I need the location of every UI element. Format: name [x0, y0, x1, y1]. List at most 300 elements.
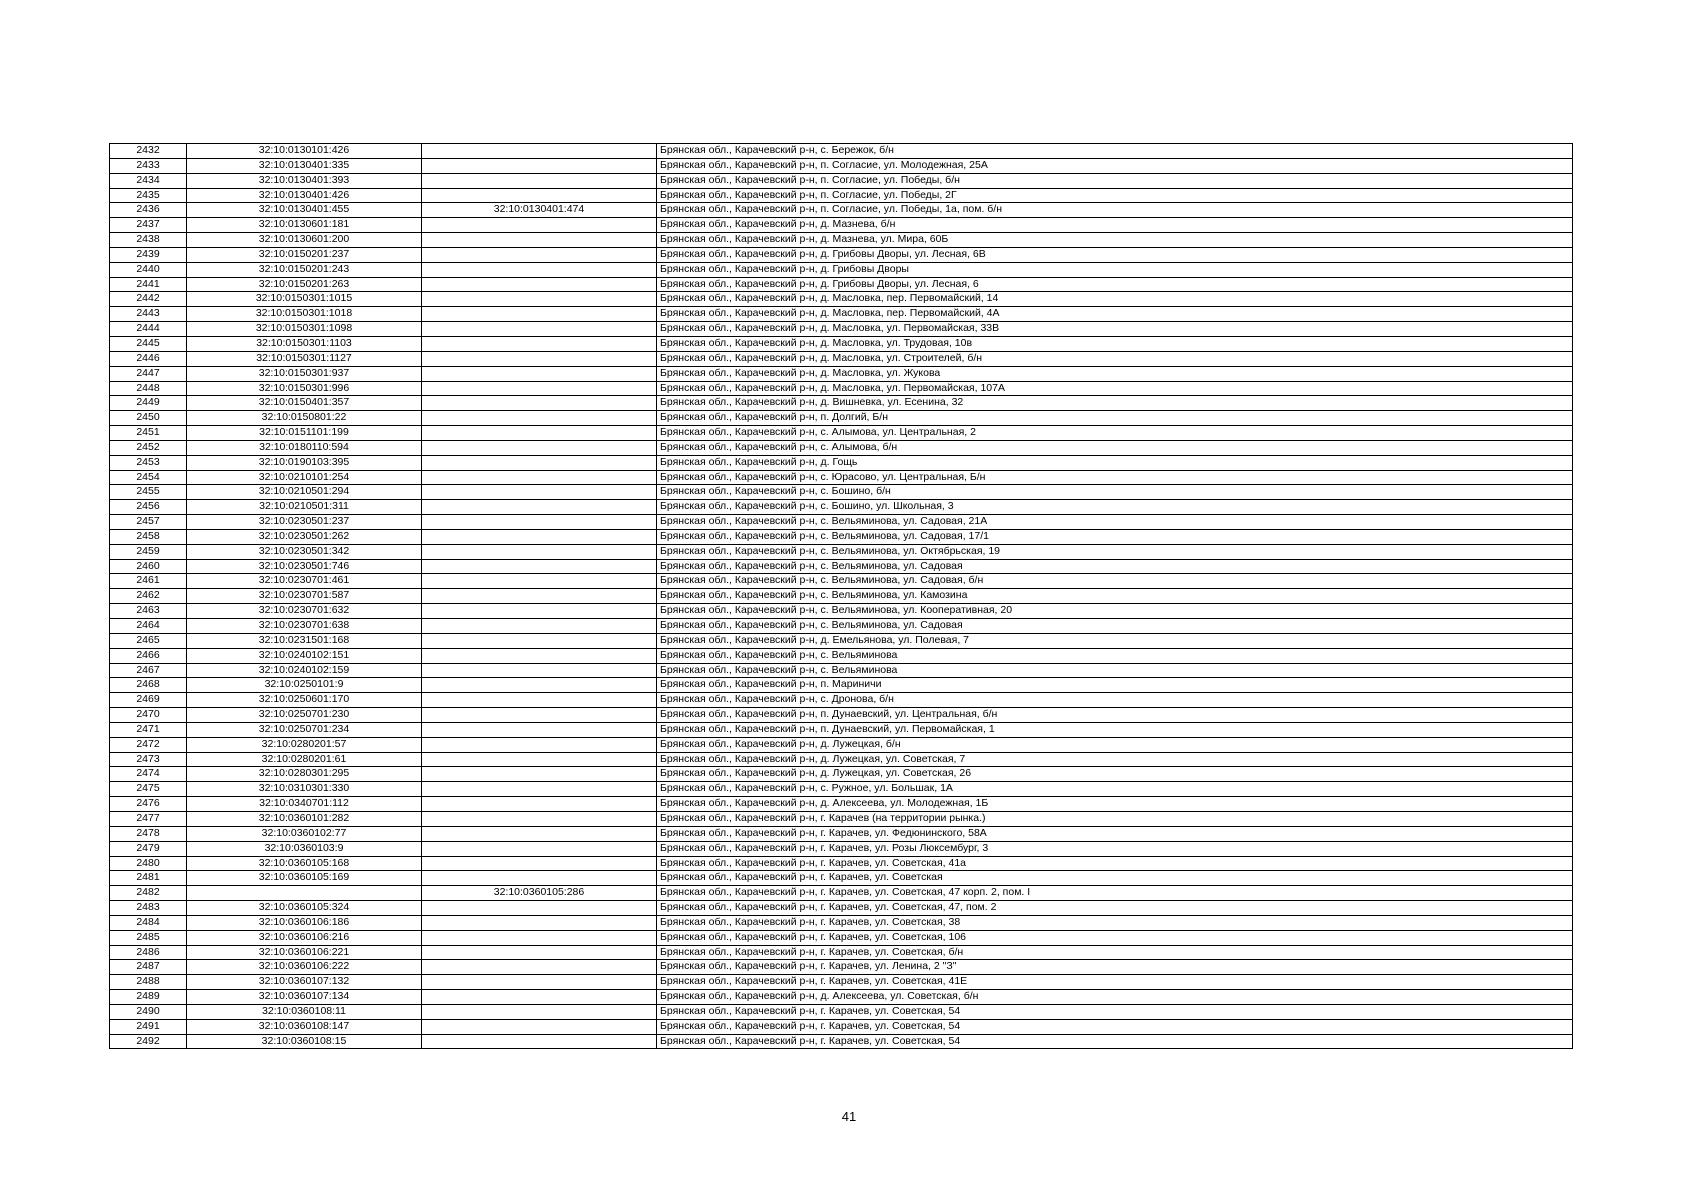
row-number-cell: 2466	[110, 648, 187, 663]
row-number-cell: 2449	[110, 396, 187, 411]
address-cell: Брянская обл., Карачевский р-н, с. Юрасово, ул. Центральная, Б/н	[657, 470, 1573, 485]
cadastral-number-cell: 32:10:0230701:632	[187, 604, 422, 619]
address-cell: Брянская обл., Карачевский р-н, п. Согласие, ул. Победы, б/н	[657, 173, 1573, 188]
cadastral-number-cell: 32:10:0360108:15	[187, 1034, 422, 1049]
address-cell: Брянская обл., Карачевский р-н, п. Долгий, Б/н	[657, 411, 1573, 426]
row-number-cell: 2447	[110, 366, 187, 381]
table-row	[110, 470, 1573, 485]
cadastral-number-cell: 32:10:0360108:147	[187, 1019, 422, 1034]
address-cell: Брянская обл., Карачевский р-н, г. Карачев, ул. Советская, 54	[657, 1034, 1573, 1049]
related-cadastral-number-cell	[422, 233, 657, 248]
related-cadastral-number-cell	[422, 856, 657, 871]
cadastral-number-cell: 32:10:0130601:181	[187, 218, 422, 233]
cadastral-number-cell: 32:10:0360108:11	[187, 1004, 422, 1019]
cadastral-number-cell: 32:10:0130401:426	[187, 188, 422, 203]
related-cadastral-number-cell	[422, 336, 657, 351]
cadastral-number-cell: 32:10:0360106:221	[187, 945, 422, 960]
row-number-cell: 2483	[110, 901, 187, 916]
address-cell: Брянская обл., Карачевский р-н, с. Вельяминова, ул. Камозина	[657, 589, 1573, 604]
row-number-cell: 2481	[110, 871, 187, 886]
cadastral-number-cell: 32:10:0130601:200	[187, 233, 422, 248]
row-number-cell: 2461	[110, 574, 187, 589]
cadastral-number-cell: 32:10:0230501:746	[187, 559, 422, 574]
address-cell: Брянская обл., Карачевский р-н, д. Вишневка, ул. Есенина, 32	[657, 396, 1573, 411]
row-number-cell: 2475	[110, 782, 187, 797]
related-cadastral-number-cell	[422, 975, 657, 990]
related-cadastral-number-cell	[422, 381, 657, 396]
row-number-cell: 2482	[110, 886, 187, 901]
address-cell: Брянская обл., Карачевский р-н, г. Карачев, ул. Советская, 41Е	[657, 975, 1573, 990]
table-row	[110, 574, 1573, 589]
related-cadastral-number-cell	[422, 722, 657, 737]
row-number-cell: 2478	[110, 826, 187, 841]
address-cell: Брянская обл., Карачевский р-н, д. Лужецкая, ул. Советская, 7	[657, 752, 1573, 767]
address-cell: Брянская обл., Карачевский р-н, д. Алексеева, ул. Молодежная, 1Б	[657, 797, 1573, 812]
table-row	[110, 589, 1573, 604]
related-cadastral-number-cell	[422, 901, 657, 916]
address-cell: Брянская обл., Карачевский р-н, д. Грибовы Дворы, ул. Лесная, 6В	[657, 247, 1573, 262]
address-cell: Брянская обл., Карачевский р-н, г. Карачев, ул. Советская, 41а	[657, 856, 1573, 871]
row-number-cell: 2445	[110, 336, 187, 351]
row-number-cell: 2458	[110, 529, 187, 544]
cadastral-number-cell: 32:10:0130101:426	[187, 144, 422, 159]
cadastral-number-cell: 32:10:0151101:199	[187, 426, 422, 441]
related-cadastral-number-cell	[422, 277, 657, 292]
address-cell: Брянская обл., Карачевский р-н, с. Вельяминова, ул. Кооперативная, 20	[657, 604, 1573, 619]
cadastral-number-cell: 32:10:0230501:237	[187, 515, 422, 530]
cadastral-number-cell: 32:10:0190103:395	[187, 455, 422, 470]
cadastral-number-cell: 32:10:0150301:1127	[187, 351, 422, 366]
address-cell: Брянская обл., Карачевский р-н, г. Карачев, ул. Розы Люксембург, 3	[657, 841, 1573, 856]
cadastral-number-cell: 32:10:0150301:937	[187, 366, 422, 381]
address-cell: Брянская обл., Карачевский р-н, с. Вельяминова	[657, 648, 1573, 663]
table-row	[110, 411, 1573, 426]
row-number-cell: 2479	[110, 841, 187, 856]
related-cadastral-number-cell	[422, 826, 657, 841]
row-number-cell: 2491	[110, 1019, 187, 1034]
address-cell: Брянская обл., Карачевский р-н, п. Согласие, ул. Молодежная, 25А	[657, 158, 1573, 173]
cadastral-number-cell: 32:10:0210501:311	[187, 500, 422, 515]
related-cadastral-number-cell	[422, 544, 657, 559]
related-cadastral-number-cell	[422, 782, 657, 797]
cadastral-number-cell: 32:10:0150301:1018	[187, 307, 422, 322]
row-number-cell: 2438	[110, 233, 187, 248]
table-row	[110, 559, 1573, 574]
row-number-cell: 2453	[110, 455, 187, 470]
address-cell: Брянская обл., Карачевский р-н, г. Карачев, ул. Советская, 54	[657, 1019, 1573, 1034]
related-cadastral-number-cell	[422, 470, 657, 485]
cadastral-number-cell: 32:10:0280201:57	[187, 737, 422, 752]
row-number-cell: 2437	[110, 218, 187, 233]
related-cadastral-number-cell	[422, 797, 657, 812]
cadastral-number-cell: 32:10:0150301:1098	[187, 322, 422, 337]
address-cell: Брянская обл., Карачевский р-н, с. Дронова, б/н	[657, 693, 1573, 708]
related-cadastral-number-cell	[422, 737, 657, 752]
table-row	[110, 708, 1573, 723]
table-row	[110, 856, 1573, 871]
address-cell: Брянская обл., Карачевский р-н, г. Карачев, ул. Советская, 54	[657, 1004, 1573, 1019]
address-cell: Брянская обл., Карачевский р-н, с. Алымова, б/н	[657, 440, 1573, 455]
row-number-cell: 2460	[110, 559, 187, 574]
address-cell: Брянская обл., Карачевский р-н, д. Лужецкая, б/н	[657, 737, 1573, 752]
table-row	[110, 901, 1573, 916]
cadastral-number-cell: 32:10:0360105:324	[187, 901, 422, 916]
row-number-cell: 2446	[110, 351, 187, 366]
address-cell: Брянская обл., Карачевский р-н, г. Карачев (на территории рынка.)	[657, 811, 1573, 826]
table-row	[110, 915, 1573, 930]
related-cadastral-number-cell	[422, 351, 657, 366]
table-row	[110, 975, 1573, 990]
cadastral-number-cell: 32:10:0280201:61	[187, 752, 422, 767]
cadastral-number-cell: 32:10:0230701:461	[187, 574, 422, 589]
table-row	[110, 604, 1573, 619]
address-cell: Брянская обл., Карачевский р-н, п. Мариничи	[657, 678, 1573, 693]
table-row	[110, 782, 1573, 797]
related-cadastral-number-cell	[422, 708, 657, 723]
related-cadastral-number-cell	[422, 307, 657, 322]
table-row	[110, 619, 1573, 634]
row-number-cell: 2450	[110, 411, 187, 426]
row-number-cell: 2488	[110, 975, 187, 990]
related-cadastral-number-cell: 32:10:0130401:474	[422, 203, 657, 218]
table-row	[110, 945, 1573, 960]
address-cell: Брянская обл., Карачевский р-н, с. Бошино, ул. Школьная, 3	[657, 500, 1573, 515]
cadastral-number-cell: 32:10:0150201:237	[187, 247, 422, 262]
table-row	[110, 188, 1573, 203]
related-cadastral-number-cell	[422, 144, 657, 159]
related-cadastral-number-cell	[422, 871, 657, 886]
table-row	[110, 693, 1573, 708]
cadastral-number-cell: 32:10:0340701:112	[187, 797, 422, 812]
row-number-cell: 2471	[110, 722, 187, 737]
related-cadastral-number-cell	[422, 841, 657, 856]
cadastral-number-cell: 32:10:0230701:638	[187, 619, 422, 634]
related-cadastral-number-cell	[422, 574, 657, 589]
row-number-cell: 2442	[110, 292, 187, 307]
cadastral-number-cell: 32:10:0231501:168	[187, 633, 422, 648]
table-row	[110, 158, 1573, 173]
table-row	[110, 262, 1573, 277]
row-number-cell: 2484	[110, 915, 187, 930]
table-row	[110, 440, 1573, 455]
row-number-cell: 2470	[110, 708, 187, 723]
cadastral-number-cell: 32:10:0360107:134	[187, 990, 422, 1005]
related-cadastral-number-cell	[422, 811, 657, 826]
cadastral-number-cell: 32:10:0360106:216	[187, 930, 422, 945]
row-number-cell: 2440	[110, 262, 187, 277]
table-row	[110, 648, 1573, 663]
row-number-cell: 2490	[110, 1004, 187, 1019]
address-cell: Брянская обл., Карачевский р-н, г. Карачев, ул. Федюнинского, 58А	[657, 826, 1573, 841]
row-number-cell: 2434	[110, 173, 187, 188]
table-row	[110, 678, 1573, 693]
table-row	[110, 500, 1573, 515]
row-number-cell: 2477	[110, 811, 187, 826]
address-cell: Брянская обл., Карачевский р-н, с. Вельяминова, ул. Октябрьская, 19	[657, 544, 1573, 559]
address-cell: Брянская обл., Карачевский р-н, п. Дунаевский, ул. Центральная, б/н	[657, 708, 1573, 723]
table-row	[110, 396, 1573, 411]
address-cell: Брянская обл., Карачевский р-н, с. Бережок, б/н	[657, 144, 1573, 159]
row-number-cell: 2487	[110, 960, 187, 975]
related-cadastral-number-cell	[422, 247, 657, 262]
related-cadastral-number-cell	[422, 767, 657, 782]
related-cadastral-number-cell	[422, 619, 657, 634]
related-cadastral-number-cell	[422, 485, 657, 500]
cadastral-number-cell: 32:10:0360106:186	[187, 915, 422, 930]
address-cell: Брянская обл., Карачевский р-н, г. Карачев, ул. Советская	[657, 871, 1573, 886]
related-cadastral-number-cell	[422, 589, 657, 604]
table-row	[110, 144, 1573, 159]
row-number-cell: 2457	[110, 515, 187, 530]
table-row	[110, 218, 1573, 233]
cadastral-number-cell: 32:10:0230501:262	[187, 529, 422, 544]
related-cadastral-number-cell	[422, 1004, 657, 1019]
address-cell: Брянская обл., Карачевский р-н, д. Гощь	[657, 455, 1573, 470]
related-cadastral-number-cell	[422, 604, 657, 619]
related-cadastral-number-cell	[422, 426, 657, 441]
related-cadastral-number-cell	[422, 945, 657, 960]
row-number-cell: 2467	[110, 663, 187, 678]
table-row	[110, 663, 1573, 678]
cadastral-number-cell: 32:10:0150301:996	[187, 381, 422, 396]
row-number-cell: 2444	[110, 322, 187, 337]
cadastral-number-cell: 32:10:0210501:294	[187, 485, 422, 500]
table-row	[110, 426, 1573, 441]
cadastral-number-cell: 32:10:0130401:455	[187, 203, 422, 218]
address-cell: Брянская обл., Карачевский р-н, г. Карачев, ул. Советская, 47 корп. 2, пом. I	[657, 886, 1573, 901]
table-row	[110, 990, 1573, 1005]
table-row	[110, 455, 1573, 470]
cadastral-number-cell	[187, 886, 422, 901]
address-cell: Брянская обл., Карачевский р-н, д. Масловка, ул. Первомайская, 33В	[657, 322, 1573, 337]
table-row	[110, 930, 1573, 945]
cadastral-number-cell: 32:10:0250601:170	[187, 693, 422, 708]
cadastral-number-cell: 32:10:0210101:254	[187, 470, 422, 485]
cadastral-number-cell: 32:10:0250701:230	[187, 708, 422, 723]
address-cell: Брянская обл., Карачевский р-н, д. Лужецкая, ул. Советская, 26	[657, 767, 1573, 782]
address-cell: Брянская обл., Карачевский р-н, п. Согласие, ул. Победы, 1а, пом. б/н	[657, 203, 1573, 218]
related-cadastral-number-cell	[422, 262, 657, 277]
row-number-cell: 2459	[110, 544, 187, 559]
cadastral-number-cell: 32:10:0150401:357	[187, 396, 422, 411]
table-row	[110, 381, 1573, 396]
address-cell: Брянская обл., Карачевский р-н, г. Карачев, ул. Советская, 47, пом. 2	[657, 901, 1573, 916]
address-cell: Брянская обл., Карачевский р-н, д. Грибовы Дворы	[657, 262, 1573, 277]
table-row	[110, 307, 1573, 322]
row-number-cell: 2465	[110, 633, 187, 648]
cadastral-number-cell: 32:10:0360102:77	[187, 826, 422, 841]
related-cadastral-number-cell	[422, 158, 657, 173]
address-cell: Брянская обл., Карачевский р-н, с. Вельяминова, ул. Садовая	[657, 559, 1573, 574]
address-cell: Брянская обл., Карачевский р-н, д. Масловка, ул. Жукова	[657, 366, 1573, 381]
table-row	[110, 871, 1573, 886]
table-row	[110, 841, 1573, 856]
row-number-cell: 2451	[110, 426, 187, 441]
address-cell: Брянская обл., Карачевский р-н, д. Грибовы Дворы, ул. Лесная, 6	[657, 277, 1573, 292]
cadastral-number-cell: 32:10:0360103:9	[187, 841, 422, 856]
row-number-cell: 2463	[110, 604, 187, 619]
table-row	[110, 752, 1573, 767]
table-row	[110, 515, 1573, 530]
table-row	[110, 797, 1573, 812]
address-cell: Брянская обл., Карачевский р-н, п. Согласие, ул. Победы, 2Г	[657, 188, 1573, 203]
row-number-cell: 2468	[110, 678, 187, 693]
cadastral-number-cell: 32:10:0130401:335	[187, 158, 422, 173]
row-number-cell: 2486	[110, 945, 187, 960]
table-row	[110, 1019, 1573, 1034]
row-number-cell: 2454	[110, 470, 187, 485]
cadastral-number-cell: 32:10:0180110:594	[187, 440, 422, 455]
table-row	[110, 351, 1573, 366]
cadastral-number-cell: 32:10:0360105:169	[187, 871, 422, 886]
related-cadastral-number-cell	[422, 633, 657, 648]
related-cadastral-number-cell	[422, 678, 657, 693]
row-number-cell: 2441	[110, 277, 187, 292]
related-cadastral-number-cell	[422, 173, 657, 188]
address-cell: Брянская обл., Карачевский р-н, д. Алексеева, ул. Советская, б/н	[657, 990, 1573, 1005]
row-number-cell: 2432	[110, 144, 187, 159]
table-row	[110, 366, 1573, 381]
related-cadastral-number-cell	[422, 960, 657, 975]
related-cadastral-number-cell	[422, 396, 657, 411]
property-table	[109, 143, 1573, 1049]
cadastral-number-cell: 32:10:0130401:393	[187, 173, 422, 188]
row-number-cell: 2452	[110, 440, 187, 455]
row-number-cell: 2472	[110, 737, 187, 752]
row-number-cell: 2443	[110, 307, 187, 322]
related-cadastral-number-cell	[422, 1019, 657, 1034]
table-row	[110, 173, 1573, 188]
address-cell: Брянская обл., Карачевский р-н, п. Дунаевский, ул. Первомайская, 1	[657, 722, 1573, 737]
address-cell: Брянская обл., Карачевский р-н, г. Карачев, ул. Ленина, 2 "З"	[657, 960, 1573, 975]
related-cadastral-number-cell	[422, 292, 657, 307]
address-cell: Брянская обл., Карачевский р-н, с. Вельяминова, ул. Садовая, 17/1	[657, 529, 1573, 544]
table-row	[110, 485, 1573, 500]
related-cadastral-number-cell	[422, 440, 657, 455]
cadastral-number-cell: 32:10:0150301:1015	[187, 292, 422, 307]
cadastral-number-cell: 32:10:0360101:282	[187, 811, 422, 826]
table-row	[110, 1034, 1573, 1049]
row-number-cell: 2480	[110, 856, 187, 871]
address-cell: Брянская обл., Карачевский р-н, г. Карачев, ул. Советская, б/н	[657, 945, 1573, 960]
cadastral-number-cell: 32:10:0250701:234	[187, 722, 422, 737]
related-cadastral-number-cell	[422, 648, 657, 663]
cadastral-number-cell: 32:10:0310301:330	[187, 782, 422, 797]
cadastral-number-cell: 32:10:0240102:159	[187, 663, 422, 678]
related-cadastral-number-cell	[422, 366, 657, 381]
cadastral-number-cell: 32:10:0360105:168	[187, 856, 422, 871]
address-cell: Брянская обл., Карачевский р-н, с. Вельяминова, ул. Садовая, б/н	[657, 574, 1573, 589]
table-row	[110, 203, 1573, 218]
related-cadastral-number-cell	[422, 930, 657, 945]
table-row	[110, 886, 1573, 901]
related-cadastral-number-cell: 32:10:0360105:286	[422, 886, 657, 901]
related-cadastral-number-cell	[422, 559, 657, 574]
row-number-cell: 2476	[110, 797, 187, 812]
row-number-cell: 2435	[110, 188, 187, 203]
cadastral-number-cell: 32:10:0360107:132	[187, 975, 422, 990]
related-cadastral-number-cell	[422, 322, 657, 337]
address-cell: Брянская обл., Карачевский р-н, г. Карачев, ул. Советская, 38	[657, 915, 1573, 930]
address-cell: Брянская обл., Карачевский р-н, с. Бошино, б/н	[657, 485, 1573, 500]
address-cell: Брянская обл., Карачевский р-н, с. Вельяминова, ул. Садовая	[657, 619, 1573, 634]
related-cadastral-number-cell	[422, 915, 657, 930]
related-cadastral-number-cell	[422, 455, 657, 470]
page-number: 41	[841, 1109, 857, 1124]
related-cadastral-number-cell	[422, 411, 657, 426]
address-cell: Брянская обл., Карачевский р-н, с. Вельяминова	[657, 663, 1573, 678]
cadastral-number-cell: 32:10:0150301:1103	[187, 336, 422, 351]
related-cadastral-number-cell	[422, 515, 657, 530]
related-cadastral-number-cell	[422, 990, 657, 1005]
row-number-cell: 2473	[110, 752, 187, 767]
row-number-cell: 2433	[110, 158, 187, 173]
row-number-cell: 2485	[110, 930, 187, 945]
address-cell: Брянская обл., Карачевский р-н, д. Масловка, ул. Первомайская, 107А	[657, 381, 1573, 396]
table-row	[110, 767, 1573, 782]
table-row	[110, 322, 1573, 337]
row-number-cell: 2455	[110, 485, 187, 500]
table-row	[110, 826, 1573, 841]
address-cell: Брянская обл., Карачевский р-н, д. Масловка, ул. Трудовая, 10в	[657, 336, 1573, 351]
related-cadastral-number-cell	[422, 1034, 657, 1049]
property-table-body	[110, 144, 1573, 1049]
row-number-cell: 2492	[110, 1034, 187, 1049]
table-row	[110, 544, 1573, 559]
table-row	[110, 633, 1573, 648]
row-number-cell: 2448	[110, 381, 187, 396]
table-row	[110, 811, 1573, 826]
address-cell: Брянская обл., Карачевский р-н, д. Масловка, пер. Первомайский, 14	[657, 292, 1573, 307]
address-cell: Брянская обл., Карачевский р-н, д. Емельянова, ул. Полевая, 7	[657, 633, 1573, 648]
cadastral-number-cell: 32:10:0360106:222	[187, 960, 422, 975]
address-cell: Брянская обл., Карачевский р-н, д. Масловка, ул. Строителей, б/н	[657, 351, 1573, 366]
cadastral-number-cell: 32:10:0240102:151	[187, 648, 422, 663]
address-cell: Брянская обл., Карачевский р-н, д. Мазнева, ул. Мира, 60Б	[657, 233, 1573, 248]
cadastral-number-cell: 32:10:0150801:22	[187, 411, 422, 426]
cadastral-number-cell: 32:10:0230501:342	[187, 544, 422, 559]
table-row	[110, 336, 1573, 351]
row-number-cell: 2436	[110, 203, 187, 218]
cadastral-number-cell: 32:10:0150201:243	[187, 262, 422, 277]
related-cadastral-number-cell	[422, 218, 657, 233]
table-row	[110, 292, 1573, 307]
row-number-cell: 2439	[110, 247, 187, 262]
cadastral-number-cell: 32:10:0250101:9	[187, 678, 422, 693]
row-number-cell: 2489	[110, 990, 187, 1005]
address-cell: Брянская обл., Карачевский р-н, с. Ружное, ул. Большак, 1А	[657, 782, 1573, 797]
row-number-cell: 2456	[110, 500, 187, 515]
related-cadastral-number-cell	[422, 752, 657, 767]
related-cadastral-number-cell	[422, 529, 657, 544]
address-cell: Брянская обл., Карачевский р-н, д. Мазнева, б/н	[657, 218, 1573, 233]
row-number-cell: 2464	[110, 619, 187, 634]
related-cadastral-number-cell	[422, 188, 657, 203]
related-cadastral-number-cell	[422, 663, 657, 678]
table-row	[110, 529, 1573, 544]
related-cadastral-number-cell	[422, 693, 657, 708]
table-row	[110, 1004, 1573, 1019]
address-cell: Брянская обл., Карачевский р-н, г. Карачев, ул. Советская, 106	[657, 930, 1573, 945]
row-number-cell: 2462	[110, 589, 187, 604]
related-cadastral-number-cell	[422, 500, 657, 515]
cadastral-number-cell: 32:10:0230701:587	[187, 589, 422, 604]
table-row	[110, 722, 1573, 737]
table-row	[110, 737, 1573, 752]
row-number-cell: 2469	[110, 693, 187, 708]
cadastral-number-cell: 32:10:0150201:263	[187, 277, 422, 292]
address-cell: Брянская обл., Карачевский р-н, с. Вельяминова, ул. Садовая, 21А	[657, 515, 1573, 530]
